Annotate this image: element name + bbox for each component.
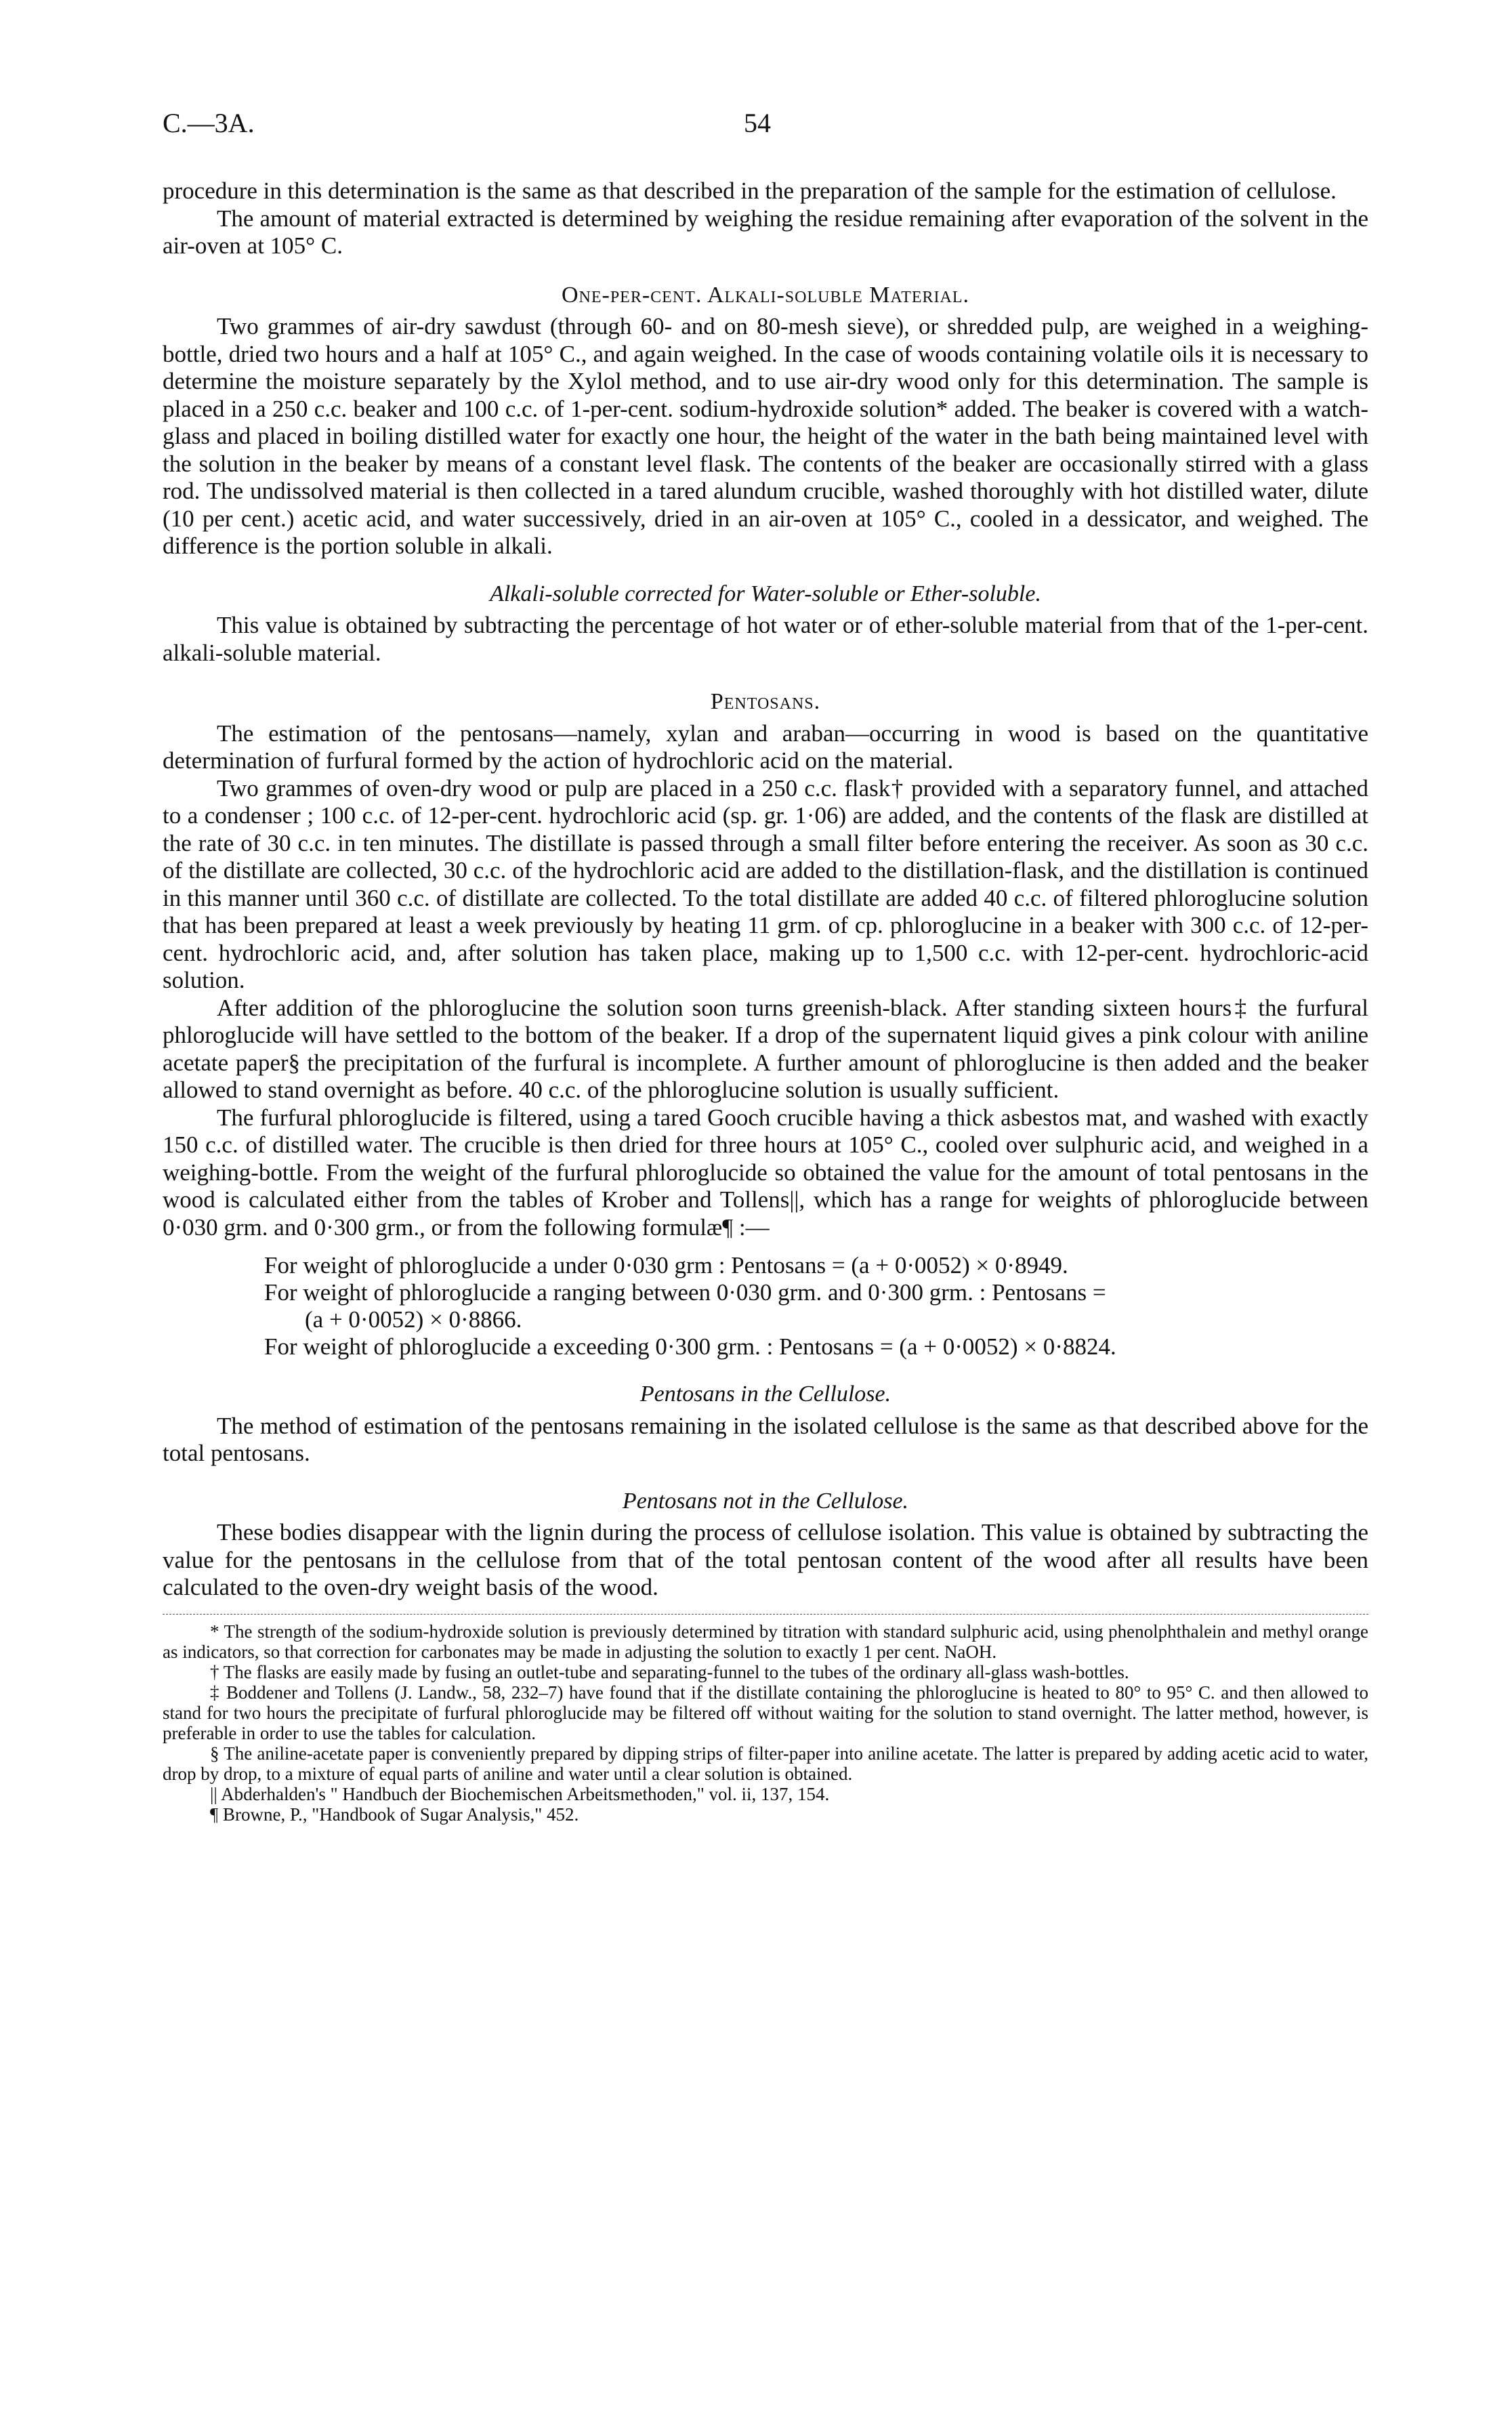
footnotes xyxy=(163,1614,1368,1825)
paragraph: This value is obtained by subtracting the percentage of hot water or of ether-soluble material from that of the 1-per-cent. alkali-soluble material. xyxy=(163,612,1368,666)
page-number: 54 xyxy=(744,108,771,138)
body-text xyxy=(163,178,1368,1825)
paragraph: These bodies disappear with the lignin during the process of cellulose isolation. This value is obtained by subtracting the value for the pentosans in the cellulose from that of the total pentosan content of the wood after all results have been calculated to the oven-dry weight basis of the wood. xyxy=(163,1519,1368,1600)
paragraph: The amount of material extracted is determined by weighing the residue remaining after evaporation of the solvent in the air-oven at 105° C. xyxy=(163,205,1368,259)
paragraph: The furfural phloroglucide is filtered, using a tared Gooch crucible having a thick asbestos mat, and washed with exactly 150 c.c. of distilled water. The crucible is then dried for three hours at 105° C., cooled over sulphuric acid, and weighed in a weighing-bottle. From the weight of the furfural phloroglucide so obtained the value for the amount of total pentosans in the wood is calculated either from the tables of Krober and Tollens||, which has a range for weights of phloroglucide between 0·030 grm. and 0·300 grm., or from the following formulæ¶ :— xyxy=(163,1104,1368,1241)
footnote: ¶ Browne, P., "Handbook of Sugar Analysis," 452. xyxy=(210,1804,579,1825)
formula: For weight of phloroglucide a ranging between 0·030 grm. and 0·300 grm. : Pentosans = xyxy=(264,1279,1106,1306)
formula-continuation: (a + 0·0052) × 0·8866. xyxy=(305,1306,522,1333)
footnote: † The flasks are easily made by fusing an outlet-tube and separating-funnel to the tubes of the ordinary all-glass wash-bottles. xyxy=(210,1661,1129,1682)
subsection-heading-pentosans-not-in-cellulose: Pentosans not in the Cellulose. xyxy=(622,1488,909,1514)
paragraph: procedure in this determination is the same as that described in the preparation of the sample for the estimation of cellulose. xyxy=(163,178,1337,204)
formula: For weight of phloroglucide a exceeding 0·300 grm. : Pentosans = (a + 0·0052) × 0·8824. xyxy=(264,1333,1116,1360)
page-header xyxy=(163,107,1368,148)
formulae-block xyxy=(163,1252,1368,1360)
subsection-heading-pentosans-in-cellulose: Pentosans in the Cellulose. xyxy=(639,1381,891,1407)
footnote: § The aniline-acetate paper is conveniently prepared by dipping strips of filter-paper into aniline acetate. The latter is prepared by adding acetic acid to water, drop by drop, to a mixture of equal parts of aniline and water until a clear solution is obtained. xyxy=(163,1743,1368,1784)
paragraph: The method of estimation of the pentosans remaining in the isolated cellulose is the same as that described above for the total pentosans. xyxy=(163,1412,1368,1466)
section-heading-pentosans: Pentosans. xyxy=(710,689,821,714)
formula: For weight of phloroglucide a under 0·030 grm : Pentosans = (a + 0·0052) × 0·8949. xyxy=(264,1252,1068,1278)
document-page xyxy=(163,0,1368,2433)
subsection-heading-alkali-corrected: Alkali-soluble corrected for Water-soluble or Ether-soluble. xyxy=(490,581,1041,606)
document-reference: C.—3A. xyxy=(163,108,255,138)
footnote: * The strength of the sodium-hydroxide solution is previously determined by titration with standard sulphuric acid, using phenolphthalein and methyl orange as indicators, so that correction for carbonates may be made in adjusting the solution to exactly 1 per cent. NaOH. xyxy=(163,1621,1368,1662)
paragraph: After addition of the phloroglucine the solution soon turns greenish-black. After standing sixteen hours‡ the furfural phloroglucide will have settled to the bottom of the beaker. If a drop of the supernatent liquid gives a pink colour with aniline acetate paper§ the precipitation of the furfural is incomplete. A further amount of phloroglucine is then added and the beaker allowed to stand overnight as before. 40 c.c. of the phloroglucine solution is usually sufficient. xyxy=(163,994,1368,1103)
section-heading-alkali-soluble: One-per-cent. Alkali-soluble Material. xyxy=(561,282,970,308)
footnote: ‡ Boddener and Tollens (J. Landw., 58, 232–7) have found that if the distillate containing the phloroglucine is heated to 80° to 95° C. and then allowed to stand for two hours the precipitate of furfural phloroglucide may be filtered off without waiting for the solution to stand overnight. The latter method, however, is preferable in order to use the tables for calculation. xyxy=(163,1682,1368,1743)
footnote: || Abderhalden's " Handbuch der Biochemischen Arbeitsmethoden," vol. ii, 137, 154. xyxy=(210,1783,830,1804)
paragraph: Two grammes of oven-dry wood or pulp are placed in a 250 c.c. flask† provided with a separatory funnel, and attached to a condenser ; 100 c.c. of 12-per-cent. hydrochloric acid (sp. gr. 1·06) are added, and the contents of the flask are distilled at the rate of 30 c.c. in ten minutes. The distillate is passed through a small filter before entering the receiver. As soon as 30 c.c. of the distillate are collected, 30 c.c. of the hydrochloric acid are added to the distillation-flask, and the distillation is continued in this manner until 360 c.c. of distillate are collected. To the total distillate are added 40 c.c. of filtered phloroglucine solution that has been prepared at least a week previously by heating 11 grm. of cp. phloroglucine in a beaker with 300 c.c. of 12-per-cent. hydrochloric acid, and, after solution has taken place, making up to 1,500 c.c. with 12-per-cent. hydrochloric-acid solution. xyxy=(163,774,1368,993)
paragraph: The estimation of the pentosans—namely, xylan and araban—occurring in wood is based on the quantitative determination of furfural formed by the action of hydrochloric acid on the material. xyxy=(163,720,1368,774)
paragraph: Two grammes of air-dry sawdust (through 60- and on 80-mesh sieve), or shredded pulp, are weighed in a weighing-bottle, dried two hours and a half at 105° C., and again weighed. In the case of woods containing volatile oils it is necessary to determine the moisture separately by the Xylol method, and to use air-dry wood only for this determination. The sample is placed in a 250 c.c. beaker and 100 c.c. of 1-per-cent. sodium-hydroxide solution* added. The beaker is covered with a watch-glass and placed in boiling distilled water for exactly one hour, the height of the water in the bath being maintained level with the solution in the beaker by means of a constant level flask. The contents of the beaker are occasionally stirred with a glass rod. The undissolved material is then collected in a tared alundum crucible, washed thoroughly with hot distilled water, dilute (10 per cent.) acetic acid, and water successively, dried in an air-oven at 105° C., cooled in a dessicator, and weighed. The difference is the portion soluble in alkali. xyxy=(163,313,1368,559)
